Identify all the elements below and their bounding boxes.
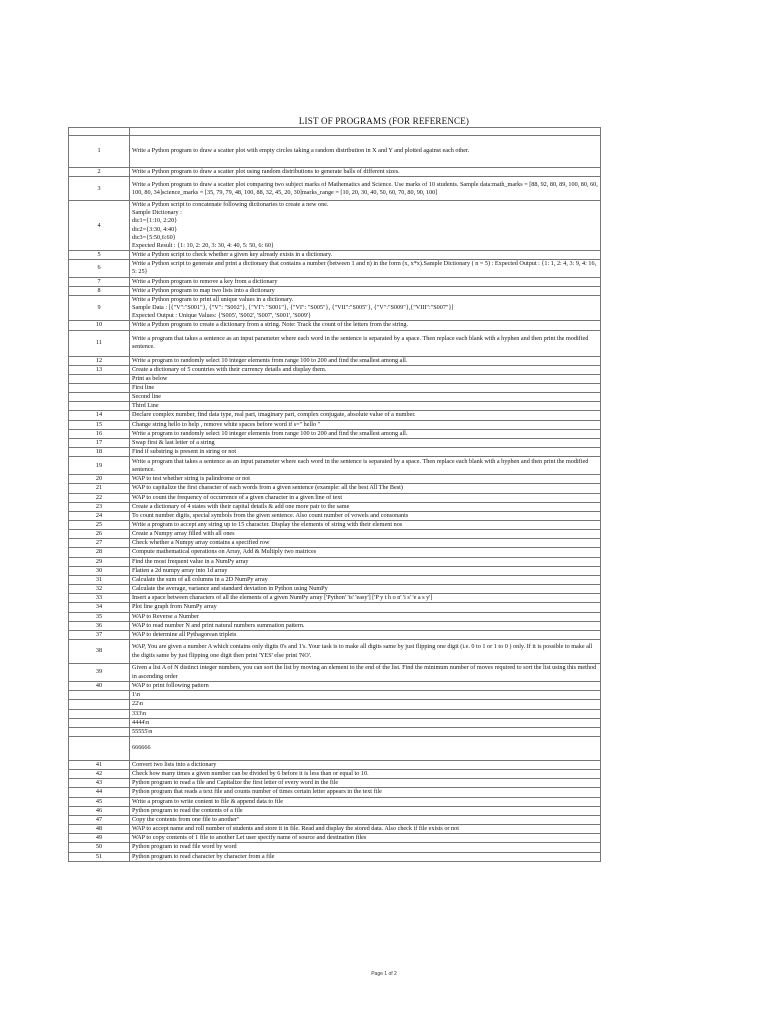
program-description: Write a program to randomly select 10 integer elements from range 100 to 200 and find the smallest among all. (130, 429, 601, 438)
program-row (69, 402, 601, 411)
program-number: 12 (69, 356, 130, 365)
program-number: 5 (69, 251, 130, 260)
program-row (69, 330, 601, 356)
program-number: 34 (69, 603, 130, 612)
description-line: dic1={1:10, 2:20} (132, 217, 178, 225)
program-row (69, 277, 601, 286)
program-number: 13 (69, 365, 130, 374)
program-description: Python program to read file word by word (130, 843, 601, 852)
program-row (69, 630, 601, 639)
program-row (69, 548, 601, 557)
program-description: 22\n (130, 700, 601, 709)
program-row (69, 594, 601, 603)
program-number: 11 (69, 330, 130, 356)
program-row (69, 788, 601, 797)
program-description: Write a program that takes a sentence as an input parameter where each word in the sentence is separated by a space. Then replace each blank with a hyphen and then print the modified sentence. (130, 457, 601, 475)
program-number: 30 (69, 566, 130, 575)
program-row (69, 493, 601, 502)
description-line: Sample Dictionary : (132, 209, 182, 217)
program-row (69, 457, 601, 475)
program-number: 35 (69, 612, 130, 621)
program-number (69, 374, 130, 383)
program-row (69, 797, 601, 806)
program-description: 666666 (130, 736, 601, 760)
program-number: 26 (69, 530, 130, 539)
program-row (69, 770, 601, 779)
program-row (69, 136, 601, 168)
program-description: Check how many times a given number can be divided by 6 before it is less than or equal to 10. (130, 770, 601, 779)
program-description: Python program to read a file and Capitalize the first letter of every word in the file (130, 779, 601, 788)
program-row (69, 700, 601, 709)
program-description: Declare complex number, find data type, real part, imaginary part, complex conjugate, absolute value of a number. (130, 411, 601, 420)
program-row (69, 760, 601, 769)
program-number: 4 (69, 201, 130, 251)
program-description: Flatten a 2d numpy array into 1d array (130, 566, 601, 575)
program-row (69, 521, 601, 530)
program-row (69, 295, 601, 320)
program-number: 47 (69, 815, 130, 824)
program-row (69, 852, 601, 861)
program-number: 23 (69, 502, 130, 511)
program-number: 10 (69, 321, 130, 330)
program-description: WAP to test whether string is palindrome or not (130, 475, 601, 484)
program-description: Given a list A of N distinct integer numbers, you can sort the list by moving an element to the end of the list. Find the minimum number of moves required to sort the list using this method in ascending order (130, 664, 601, 682)
program-number: 22 (69, 493, 130, 502)
program-description: Insert a space between characters of all the elements of a given NumPy array ['Python' 'is' 'easy'] ['P y t h o n' 'i s' 'e a s y'] (130, 594, 601, 603)
program-description: Third Line (130, 402, 601, 411)
program-description: 333\n (130, 709, 601, 718)
program-description: 55555\n (130, 727, 601, 736)
program-row (69, 612, 601, 621)
program-number: 40 (69, 682, 130, 691)
program-row (69, 709, 601, 718)
program-description: Write a Python script to check whether a given key already exists in a dictionary. (130, 251, 601, 260)
program-number: 27 (69, 539, 130, 548)
program-number: 49 (69, 834, 130, 843)
description-line: Expected Result : {1: 10, 2: 20, 3: 30, 4: 40, 5: 50, 6: 60} (132, 241, 274, 249)
program-description: Find if substring is present in string or not (130, 448, 601, 457)
program-number: 33 (69, 594, 130, 603)
program-number (69, 700, 130, 709)
program-description: Change string hello to help , remove white spaces before word if s=" hello " (130, 420, 601, 429)
program-row (69, 806, 601, 815)
program-description: WAP to print following pattern (130, 682, 601, 691)
program-row (69, 815, 601, 824)
program-number (69, 691, 130, 700)
program-row (69, 393, 601, 402)
program-row (69, 691, 601, 700)
program-description: Second line (130, 393, 601, 402)
program-description: Print as below (130, 374, 601, 383)
program-row (69, 557, 601, 566)
program-description: Check whether a Numpy array contains a specified row (130, 539, 601, 548)
program-description: To count number digits, special symbols from the given sentence. Also count number of vowels and consonants (130, 511, 601, 520)
program-row (69, 539, 601, 548)
program-description: Create a Numpy array filled with all ones (130, 530, 601, 539)
program-row (69, 260, 601, 277)
program-description: WAP to copy contents of 1 file to another Let user specify name of source and destination files (130, 834, 601, 843)
program-description: Write a Python program to create a dictionary from a string. Note: Track the count of the letters from the string. (130, 321, 601, 330)
description-line: Sample Data : [{"V":"S001"}, {"V": "S002"}, {"VI": "S001"}, {"VI": "S005"}, {"VII":"S005"}, {"V":"S009"},{"VIII":"S007"}] (132, 304, 454, 312)
program-row (69, 727, 601, 736)
program-description: Write a program to accept any string up to 15 character. Display the elements of string with their element nos (130, 521, 601, 530)
program-description: Python program to read character by character from a file (130, 852, 601, 861)
program-number (69, 383, 130, 392)
program-description: WAP to accept name and roll number of students and store it in file. Read and display the stored data. Also check if file exists or not (130, 825, 601, 834)
program-row (69, 448, 601, 457)
program-number: 29 (69, 557, 130, 566)
program-description: Create a dictionary of 5 countries with their currency details and display them. (130, 365, 601, 374)
program-number: 17 (69, 438, 130, 447)
program-number: 31 (69, 575, 130, 584)
program-number: 1 (69, 136, 130, 168)
program-description: Write a Python program to draw a scatter plot with empty circles taking a random distribution in X and Y and plotted against each other. (130, 136, 601, 168)
program-description: Find the most frequent value in a NumPy array (130, 557, 601, 566)
program-number: 36 (69, 621, 130, 630)
program-number: 39 (69, 664, 130, 682)
description-line: Write a Python program to print all unique values in a dictionary. (132, 295, 294, 303)
program-description: WAP, You are given a number A which contains only digits 0's and 1's. Your task is to make all digits same by just flipping one digit (i.e. 0 to 1 or 1 to 0 ) only. If it is possible to make all the digits same by just flipping one digit then print 'YES' else print 'NO'. (130, 640, 601, 664)
program-description: Write a Python program to map two lists into a dictionary (130, 286, 601, 295)
program-row (69, 438, 601, 447)
program-number (69, 393, 130, 402)
program-row (69, 843, 601, 852)
program-number: 38 (69, 640, 130, 664)
program-description: Write a Python program to remove a key from a dictionary (130, 277, 601, 286)
program-row (69, 566, 601, 575)
program-row (69, 718, 601, 727)
programs-table (68, 127, 601, 862)
program-row (69, 640, 601, 664)
program-description: Copy the contents from one file to another" (130, 815, 601, 824)
program-number: 32 (69, 585, 130, 594)
program-row (69, 251, 601, 260)
program-row (69, 834, 601, 843)
program-description: 4444\n (130, 718, 601, 727)
program-number (69, 402, 130, 411)
program-description: Write a program that takes a sentence as an input parameter where each word in the sentence is separated by a space. Then replace each blank with a hyphen and then print the modified sentence. (130, 330, 601, 356)
program-number: 24 (69, 511, 130, 520)
programs-table-body (69, 128, 601, 862)
program-row (69, 511, 601, 520)
program-number: 20 (69, 475, 130, 484)
program-description: WAP to determine all Pythagorean triplets (130, 630, 601, 639)
program-number: 28 (69, 548, 130, 557)
program-number: 41 (69, 760, 130, 769)
program-number: 15 (69, 420, 130, 429)
program-row (69, 736, 601, 760)
program-description: WAP to capitalize the first character of each words from a given sentence (example: all the best All The Best) (130, 484, 601, 493)
program-description: Swap first & last letter of a string (130, 438, 601, 447)
program-row (69, 664, 601, 682)
program-description (130, 201, 601, 251)
description-line: Expected Output : Unique Values: {'S005', 'S002', 'S007', 'S001', 'S009'} (132, 312, 312, 320)
program-number: 51 (69, 852, 130, 861)
program-row (69, 682, 601, 691)
program-row (69, 201, 601, 251)
page-number: Page 1 of 2 (371, 971, 397, 977)
program-description (130, 128, 601, 136)
program-number: 6 (69, 260, 130, 277)
program-row (69, 779, 601, 788)
program-number: 2 (69, 168, 130, 177)
program-description: Create a dictionary of 4 states with their capital details & add one more pair to the same (130, 502, 601, 511)
program-description: WAP to Reverse a Number (130, 612, 601, 621)
program-row (69, 575, 601, 584)
program-row (69, 374, 601, 383)
description-line: dic3={5:50,6:60} (132, 233, 176, 241)
program-row (69, 168, 601, 177)
program-number: 42 (69, 770, 130, 779)
program-row (69, 356, 601, 365)
program-number: 18 (69, 448, 130, 457)
program-description: 1\n (130, 691, 601, 700)
program-number: 50 (69, 843, 130, 852)
program-number (69, 736, 130, 760)
program-row (69, 603, 601, 612)
program-row (69, 321, 601, 330)
program-description: Calculate the average, variance and standard deviation in Python using NumPy (130, 585, 601, 594)
program-description: Write a program to write content to file & append data to file (130, 797, 601, 806)
program-description: Write a Python program to draw a scatter plot using random distributions to generate balls of different sizes. (130, 168, 601, 177)
description-line: Write a Python script to concatenate following dictionaries to create a new one. (132, 201, 329, 209)
program-description (130, 295, 601, 320)
program-number: 46 (69, 806, 130, 815)
program-description: Calculate the sum of all columns in a 2D NumPy array (130, 575, 601, 584)
program-number: 14 (69, 411, 130, 420)
program-row (69, 286, 601, 295)
program-row (69, 177, 601, 201)
program-number: 9 (69, 295, 130, 320)
program-row (69, 429, 601, 438)
program-number: 37 (69, 630, 130, 639)
program-row (69, 530, 601, 539)
program-number: 43 (69, 779, 130, 788)
program-row (69, 484, 601, 493)
program-number (69, 718, 130, 727)
program-row (69, 420, 601, 429)
program-row (69, 621, 601, 630)
program-description: Write a program to randomly select 10 integer elements from range 100 to 200 and find the smallest among all. (130, 356, 601, 365)
program-number (69, 709, 130, 718)
program-row (69, 411, 601, 420)
program-row (69, 128, 601, 136)
program-row (69, 502, 601, 511)
program-number (69, 128, 130, 136)
program-row (69, 825, 601, 834)
program-number: 19 (69, 457, 130, 475)
program-row (69, 365, 601, 374)
program-description: Write a Python script to generate and print a dictionary that contains a number (between 1 and n) in the form (x, x*x).Sample Dictionary ( n = 5) : Expected Output : {1: 1, 2: 4, 3: 9, 4: 16, 5: 25} (130, 260, 601, 277)
program-number: 7 (69, 277, 130, 286)
program-description: Compute mathematical operations on Array, Add & Multiply two matrices (130, 548, 601, 557)
program-row (69, 475, 601, 484)
program-number: 16 (69, 429, 130, 438)
program-number: 8 (69, 286, 130, 295)
description-line: dic2={3:30, 4:40} (132, 225, 178, 233)
program-row (69, 383, 601, 392)
program-number: 44 (69, 788, 130, 797)
program-description: Convert two lists into a dictionary (130, 760, 601, 769)
program-row (69, 585, 601, 594)
program-number (69, 727, 130, 736)
program-description: First line (130, 383, 601, 392)
program-description: Python program to read the contents of a file (130, 806, 601, 815)
program-description: WAP to read number N and print natural numbers summation pattern. (130, 621, 601, 630)
program-description: Python program that reads a text file and counts number of times certain letter appears in the text file (130, 788, 601, 797)
program-number: 45 (69, 797, 130, 806)
program-number: 3 (69, 177, 130, 201)
program-number: 48 (69, 825, 130, 834)
document-title: LIST OF PROGRAMS (FOR REFERENCE) (298, 116, 470, 126)
program-number: 21 (69, 484, 130, 493)
program-description: Plot line graph from NumPy array (130, 603, 601, 612)
program-number: 25 (69, 521, 130, 530)
program-description: Write a Python program to draw a scatter plot comparing two subject marks of Mathematics and Science. Use marks of 10 students. Sample data:math_marks = [88, 92, 80, 89, 100, 80, 60, 100, 80, 34]science_marks = [35, 79, 79, 48, 100, 88, 32, 45, 20, 30]marks_range = [10, 20, 30, 40, 50, 60, 70, 80, 90, 100] (130, 177, 601, 201)
program-description: WAP to count the frequency of occurrence of a given character in a given line of text (130, 493, 601, 502)
